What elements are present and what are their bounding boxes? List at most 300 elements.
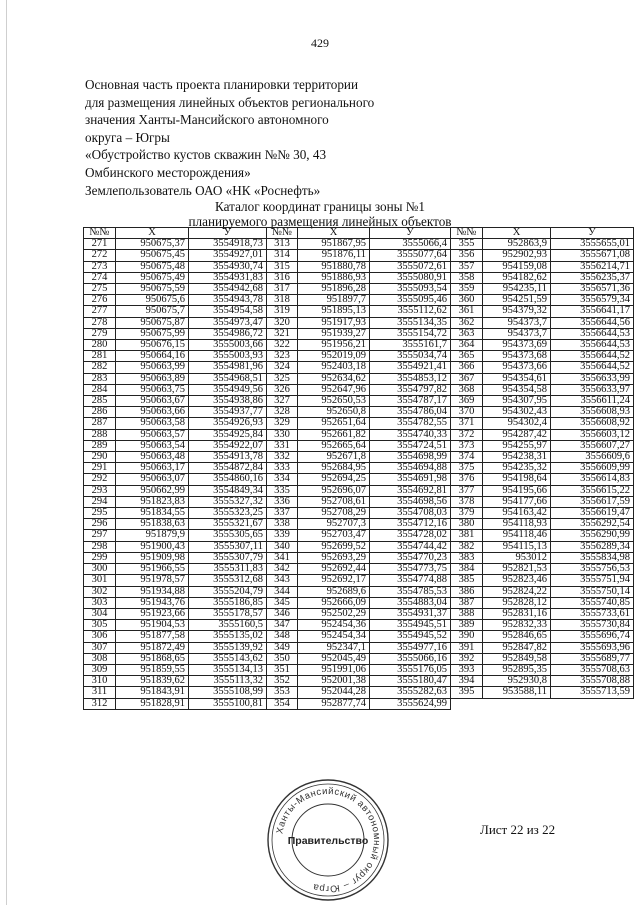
x-coordinate-cell: 951991,06: [298, 664, 370, 675]
point-number-cell: 288: [84, 429, 116, 440]
table-row: [84, 340, 634, 351]
table-row: [84, 250, 634, 261]
table-body: [84, 239, 634, 710]
x-coordinate-cell: 950663,75: [116, 384, 189, 395]
column-header: №№: [84, 228, 116, 239]
point-number-cell: 289: [84, 440, 116, 451]
x-coordinate-cell: 952689,6: [298, 586, 370, 597]
y-coordinate-cell: 3555756,53: [551, 564, 634, 575]
point-number-cell: 385: [451, 575, 483, 586]
point-number-cell: 364: [451, 340, 483, 351]
x-coordinate-cell: 954373,7: [483, 317, 551, 328]
table-row: [84, 519, 634, 530]
x-coordinate-cell: 951897,7: [298, 295, 370, 306]
y-coordinate-cell: 3556617,59: [551, 496, 634, 507]
scan-edge: [6, 0, 7, 905]
point-number-cell: 370: [451, 407, 483, 418]
table-row: [84, 295, 634, 306]
table-row: [84, 564, 634, 575]
x-coordinate-cell: 954235,32: [483, 463, 551, 474]
y-coordinate-cell: 3555066,4: [370, 239, 451, 250]
y-coordinate-cell: 3554954,58: [189, 306, 267, 317]
table-row: [84, 317, 634, 328]
point-number-cell: 332: [267, 452, 298, 463]
table-row: [84, 272, 634, 283]
x-coordinate-cell: 951943,76: [116, 597, 189, 608]
x-coordinate-cell: 954255,97: [483, 440, 551, 451]
y-coordinate-cell: 3555161,7: [370, 340, 451, 351]
x-coordinate-cell: 952696,07: [298, 485, 370, 496]
x-coordinate-cell: 950675,59: [116, 284, 189, 295]
point-number-cell: 304: [84, 608, 116, 619]
x-coordinate-cell: 951880,78: [298, 261, 370, 272]
point-number-cell: 388: [451, 608, 483, 619]
y-coordinate-cell: 3554872,84: [189, 463, 267, 474]
x-coordinate-cell: 950675,7: [116, 306, 189, 317]
point-number-cell: 331: [267, 440, 298, 451]
y-coordinate-cell: 3555204,79: [189, 586, 267, 597]
point-number-cell: 320: [267, 317, 298, 328]
x-coordinate-cell: 952044,28: [298, 687, 370, 698]
x-coordinate-cell: 950675,49: [116, 272, 189, 283]
table-row: [84, 407, 634, 418]
x-coordinate-cell: 952001,38: [298, 676, 370, 687]
x-coordinate-cell: 952847,82: [483, 642, 551, 653]
x-coordinate-cell: 954354,58: [483, 384, 551, 395]
point-number-cell: 341: [267, 552, 298, 563]
seal-ring-text: Ханты-Мансийский автономный округ – Югра: [274, 785, 383, 895]
y-coordinate-cell: 3555066,16: [370, 653, 451, 664]
x-coordinate-cell: 954118,93: [483, 519, 551, 530]
x-coordinate-cell: 953588,11: [483, 687, 551, 698]
point-number-cell: 309: [84, 664, 116, 675]
y-coordinate-cell: 3555655,01: [551, 239, 634, 250]
header-line: Омбинского месторождения»: [85, 164, 251, 180]
point-number-cell: 337: [267, 508, 298, 519]
y-coordinate-cell: 3554694,88: [370, 463, 451, 474]
x-coordinate-cell: 952895,35: [483, 664, 551, 675]
point-number-cell: 300: [84, 564, 116, 575]
point-number-cell: 318: [267, 295, 298, 306]
table-row: [84, 586, 634, 597]
point-number-cell: 351: [267, 664, 298, 675]
table-row: [84, 362, 634, 373]
point-number-cell: 372: [451, 429, 483, 440]
point-number-cell: 328: [267, 407, 298, 418]
header-line: «Обустройство кустов скважин №№ 30, 43: [85, 147, 327, 163]
table-row: [84, 351, 634, 362]
column-header: У: [370, 228, 451, 239]
table-header-row: [84, 228, 634, 239]
point-number-cell: 323: [267, 351, 298, 362]
y-coordinate-cell: 3555327,32: [189, 496, 267, 507]
y-coordinate-cell: 3555321,67: [189, 519, 267, 530]
y-coordinate-cell: 3555834,98: [551, 552, 634, 563]
point-number-cell: 338: [267, 519, 298, 530]
point-number-cell: 362: [451, 317, 483, 328]
y-coordinate-cell: 3554785,53: [370, 586, 451, 597]
x-coordinate-cell: 950675,99: [116, 328, 189, 339]
point-number-cell: 284: [84, 384, 116, 395]
y-coordinate-cell: 3555696,74: [551, 631, 634, 642]
x-coordinate-cell: 951877,58: [116, 631, 189, 642]
x-coordinate-cell: 952699,52: [298, 541, 370, 552]
y-coordinate-cell: 3554708,03: [370, 508, 451, 519]
point-number-cell: 376: [451, 474, 483, 485]
y-coordinate-cell: 3555135,02: [189, 631, 267, 642]
point-number-cell: 313: [267, 239, 298, 250]
point-number-cell: 297: [84, 530, 116, 541]
x-coordinate-cell: 950663,54: [116, 440, 189, 451]
y-coordinate-cell: 3554945,51: [370, 620, 451, 631]
x-coordinate-cell: 954238,31: [483, 452, 551, 463]
point-number-cell: 390: [451, 631, 483, 642]
table-row: [84, 687, 634, 698]
y-coordinate-cell: 3555143,62: [189, 653, 267, 664]
point-number-cell: 274: [84, 272, 116, 283]
y-coordinate-cell: 3554728,02: [370, 530, 451, 541]
x-coordinate-cell: 950675,87: [116, 317, 189, 328]
x-coordinate-cell: 952707,3: [298, 519, 370, 530]
y-coordinate-cell: 3556644,52: [551, 351, 634, 362]
y-coordinate-cell: 3556609,99: [551, 463, 634, 474]
y-coordinate-cell: 3554691,98: [370, 474, 451, 485]
x-coordinate-cell: 952403,18: [298, 362, 370, 373]
x-coordinate-cell: 954198,64: [483, 474, 551, 485]
y-coordinate-cell: 3555312,68: [189, 575, 267, 586]
point-number-cell: 294: [84, 496, 116, 507]
x-coordinate-cell: 952650,53: [298, 396, 370, 407]
x-coordinate-cell: 951834,55: [116, 508, 189, 519]
x-coordinate-cell: 952823,46: [483, 575, 551, 586]
x-coordinate-cell: 954195,66: [483, 485, 551, 496]
point-number-cell: 380: [451, 519, 483, 530]
x-coordinate-cell: 950663,99: [116, 362, 189, 373]
table-row: [84, 575, 634, 586]
point-number-cell: 303: [84, 597, 116, 608]
point-number-cell: 296: [84, 519, 116, 530]
point-number-cell: 326: [267, 384, 298, 395]
x-coordinate-cell: 951900,43: [116, 541, 189, 552]
table-row: [84, 620, 634, 631]
x-coordinate-cell: 954235,11: [483, 284, 551, 295]
y-coordinate-cell: 3554797,82: [370, 384, 451, 395]
x-coordinate-cell: 952692,44: [298, 564, 370, 575]
x-coordinate-cell: 954118,46: [483, 530, 551, 541]
x-coordinate-cell: 952877,74: [298, 698, 370, 709]
x-coordinate-cell: 954302,4: [483, 418, 551, 429]
table-row: [84, 261, 634, 272]
header-line: Землепользователь ОАО «НК «Роснефть»: [85, 182, 321, 198]
y-coordinate-cell: 3554922,07: [189, 440, 267, 451]
point-number-cell: 306: [84, 631, 116, 642]
x-coordinate-cell: 951859,55: [116, 664, 189, 675]
x-coordinate-cell: 951867,95: [298, 239, 370, 250]
point-number-cell: 291: [84, 463, 116, 474]
x-coordinate-cell: 952045,49: [298, 653, 370, 664]
x-coordinate-cell: 951978,57: [116, 575, 189, 586]
y-coordinate-cell: 3554883,04: [370, 597, 451, 608]
y-coordinate-cell: 3555100,81: [189, 698, 267, 709]
y-coordinate-cell: 3554925,84: [189, 429, 267, 440]
point-number-cell: 277: [84, 306, 116, 317]
y-coordinate-cell: 3555034,74: [370, 351, 451, 362]
point-number-cell: 383: [451, 552, 483, 563]
x-coordinate-cell: 950663,07: [116, 474, 189, 485]
x-coordinate-cell: 951896,28: [298, 284, 370, 295]
catalog-title-line: планируемого размещения линейных объектов: [188, 214, 452, 229]
x-coordinate-cell: 952694,25: [298, 474, 370, 485]
point-number-cell: 379: [451, 508, 483, 519]
x-coordinate-cell: 952665,64: [298, 440, 370, 451]
point-number-cell: 392: [451, 653, 483, 664]
coordinates-table: [83, 227, 634, 710]
y-coordinate-cell: 3556644,53: [551, 340, 634, 351]
x-coordinate-cell: 952828,12: [483, 597, 551, 608]
y-coordinate-cell: 3555003,66: [189, 340, 267, 351]
y-coordinate-cell: 3554926,93: [189, 418, 267, 429]
y-coordinate-cell: 3555176,05: [370, 664, 451, 675]
x-coordinate-cell: 950663,17: [116, 463, 189, 474]
x-coordinate-cell: 952347,1: [298, 642, 370, 653]
y-coordinate-cell: 3554849,34: [189, 485, 267, 496]
table-row: [84, 429, 634, 440]
y-coordinate-cell: 3556289,34: [551, 541, 634, 552]
y-coordinate-cell: 3555689,77: [551, 653, 634, 664]
y-coordinate-cell: 3554692,81: [370, 485, 451, 496]
point-number-cell: 301: [84, 575, 116, 586]
point-number-cell: 317: [267, 284, 298, 295]
point-number-cell: 311: [84, 687, 116, 698]
header-line: Основная часть проекта планировки территории: [85, 77, 359, 92]
y-coordinate-cell: 3555160,5: [189, 620, 267, 631]
header-line: значения Ханты-Мансийского автономного: [85, 112, 329, 128]
table-row: [84, 642, 634, 653]
x-coordinate-cell: 950662,99: [116, 485, 189, 496]
y-coordinate-cell: 3555740,85: [551, 597, 634, 608]
point-number-cell: 343: [267, 575, 298, 586]
y-coordinate-cell: 3555080,91: [370, 272, 451, 283]
column-header: X: [483, 228, 551, 239]
point-number-cell: 292: [84, 474, 116, 485]
x-coordinate-cell: 952454,36: [298, 620, 370, 631]
point-number-cell: 360: [451, 295, 483, 306]
x-coordinate-cell: 952703,47: [298, 530, 370, 541]
table-row: [84, 418, 634, 429]
x-coordinate-cell: 953012: [483, 552, 551, 563]
x-coordinate-cell: 952824,22: [483, 586, 551, 597]
table-row: [84, 653, 634, 664]
y-coordinate-cell: 3554986,72: [189, 328, 267, 339]
point-number-cell: 381: [451, 530, 483, 541]
x-coordinate-cell: 954379,32: [483, 306, 551, 317]
point-number-cell: 275: [84, 284, 116, 295]
y-coordinate-cell: 3554977,16: [370, 642, 451, 653]
y-coordinate-cell: 3554949,56: [189, 384, 267, 395]
point-number-cell: 350: [267, 653, 298, 664]
x-coordinate-cell: 951843,91: [116, 687, 189, 698]
x-coordinate-cell: 951934,88: [116, 586, 189, 597]
point-number-cell: 378: [451, 496, 483, 507]
point-number-cell: 367: [451, 373, 483, 384]
y-coordinate-cell: 3554860,16: [189, 474, 267, 485]
y-coordinate-cell: 3555154,72: [370, 328, 451, 339]
y-coordinate-cell: 3555093,54: [370, 284, 451, 295]
y-coordinate-cell: 3556644,56: [551, 317, 634, 328]
point-number-cell: 355: [451, 239, 483, 250]
y-coordinate-cell: 3556633,99: [551, 373, 634, 384]
x-coordinate-cell: 950676,15: [116, 340, 189, 351]
y-coordinate-cell: 3555003,93: [189, 351, 267, 362]
point-number-cell: 339: [267, 530, 298, 541]
column-header: №№: [451, 228, 483, 239]
x-coordinate-cell: 951966,55: [116, 564, 189, 575]
point-number-cell: 382: [451, 541, 483, 552]
table-row: [84, 463, 634, 474]
x-coordinate-cell: 952693,29: [298, 552, 370, 563]
point-number-cell: 349: [267, 642, 298, 653]
x-coordinate-cell: 951828,91: [116, 698, 189, 709]
point-number-cell: 374: [451, 452, 483, 463]
x-coordinate-cell: 954373,68: [483, 351, 551, 362]
y-coordinate-cell: 3556611,24: [551, 396, 634, 407]
table-row: [84, 698, 634, 709]
x-coordinate-cell: 952651,64: [298, 418, 370, 429]
x-coordinate-cell: 954373,7: [483, 328, 551, 339]
point-number-cell: 308: [84, 653, 116, 664]
point-number-cell: 322: [267, 340, 298, 351]
x-coordinate-cell: 954163,42: [483, 508, 551, 519]
y-coordinate-cell: 3555112,62: [370, 306, 451, 317]
x-coordinate-cell: 951872,49: [116, 642, 189, 653]
x-coordinate-cell: 951868,65: [116, 653, 189, 664]
y-coordinate-cell: 3554937,77: [189, 407, 267, 418]
y-coordinate-cell: 3554931,83: [189, 272, 267, 283]
point-number-cell: 293: [84, 485, 116, 496]
x-coordinate-cell: 950663,58: [116, 418, 189, 429]
empty-cell: [551, 698, 634, 709]
y-coordinate-cell: 3556579,34: [551, 295, 634, 306]
y-coordinate-cell: 3555186,85: [189, 597, 267, 608]
catalog-title-line: Каталог координат границы зоны №1: [215, 199, 425, 214]
x-coordinate-cell: 952863,9: [483, 239, 551, 250]
point-number-cell: 282: [84, 362, 116, 373]
table-row: [84, 440, 634, 451]
y-coordinate-cell: 3555733,61: [551, 608, 634, 619]
point-number-cell: 324: [267, 362, 298, 373]
table-row: [84, 284, 634, 295]
x-coordinate-cell: 952634,62: [298, 373, 370, 384]
y-coordinate-cell: 3556607,27: [551, 440, 634, 451]
point-number-cell: 369: [451, 396, 483, 407]
table-row: [84, 384, 634, 395]
point-number-cell: 305: [84, 620, 116, 631]
y-coordinate-cell: 3554921,41: [370, 362, 451, 373]
point-number-cell: 319: [267, 306, 298, 317]
x-coordinate-cell: 950675,37: [116, 239, 189, 250]
point-number-cell: 354: [267, 698, 298, 709]
y-coordinate-cell: 3555134,35: [370, 317, 451, 328]
x-coordinate-cell: 952684,95: [298, 463, 370, 474]
table-row: [84, 396, 634, 407]
point-number-cell: 359: [451, 284, 483, 295]
point-number-cell: 290: [84, 452, 116, 463]
y-coordinate-cell: 3555282,63: [370, 687, 451, 698]
y-coordinate-cell: 3554782,55: [370, 418, 451, 429]
x-coordinate-cell: 952930,8: [483, 676, 551, 687]
header-line: для размещения линейных объектов регионального: [85, 94, 375, 110]
y-coordinate-cell: 3555693,96: [551, 642, 634, 653]
x-coordinate-cell: 951886,93: [298, 272, 370, 283]
point-number-cell: 273: [84, 261, 116, 272]
table-row: [84, 373, 634, 384]
point-number-cell: 329: [267, 418, 298, 429]
column-header: X: [116, 228, 189, 239]
table-row: [84, 541, 634, 552]
y-coordinate-cell: 3554740,33: [370, 429, 451, 440]
table-row: [84, 552, 634, 563]
y-coordinate-cell: 3556571,36: [551, 284, 634, 295]
y-coordinate-cell: 3556633,97: [551, 384, 634, 395]
column-header: X: [298, 228, 370, 239]
y-coordinate-cell: 3556608,92: [551, 418, 634, 429]
table-row: [84, 608, 634, 619]
x-coordinate-cell: 950663,67: [116, 396, 189, 407]
y-coordinate-cell: 3555077,64: [370, 250, 451, 261]
table-row: [84, 239, 634, 250]
point-number-cell: 394: [451, 676, 483, 687]
y-coordinate-cell: 3556614,83: [551, 474, 634, 485]
table-row: [84, 496, 634, 507]
point-number-cell: 312: [84, 698, 116, 709]
point-number-cell: 280: [84, 340, 116, 351]
y-coordinate-cell: 3555095,46: [370, 295, 451, 306]
y-coordinate-cell: 3554942,68: [189, 284, 267, 295]
point-number-cell: 287: [84, 418, 116, 429]
point-number-cell: 286: [84, 407, 116, 418]
x-coordinate-cell: 951879,9: [116, 530, 189, 541]
y-coordinate-cell: 3555178,57: [189, 608, 267, 619]
x-coordinate-cell: 954302,43: [483, 407, 551, 418]
y-coordinate-cell: 3554774,88: [370, 575, 451, 586]
x-coordinate-cell: 954354,61: [483, 373, 551, 384]
y-coordinate-cell: 3554712,16: [370, 519, 451, 530]
y-coordinate-cell: 3554724,51: [370, 440, 451, 451]
x-coordinate-cell: 950663,66: [116, 407, 189, 418]
x-coordinate-cell: 951909,98: [116, 552, 189, 563]
point-number-cell: 316: [267, 272, 298, 283]
point-number-cell: 310: [84, 676, 116, 687]
x-coordinate-cell: 951904,53: [116, 620, 189, 631]
x-coordinate-cell: 952666,09: [298, 597, 370, 608]
y-coordinate-cell: 3556609,6: [551, 452, 634, 463]
y-coordinate-cell: 3555751,94: [551, 575, 634, 586]
y-coordinate-cell: 3554773,75: [370, 564, 451, 575]
page-number: 429: [311, 36, 329, 50]
x-coordinate-cell: 950663,48: [116, 452, 189, 463]
y-coordinate-cell: 3556290,99: [551, 530, 634, 541]
x-coordinate-cell: 954182,62: [483, 272, 551, 283]
table-row: [84, 676, 634, 687]
x-coordinate-cell: 950663,89: [116, 373, 189, 384]
point-number-cell: 375: [451, 463, 483, 474]
column-header: У: [189, 228, 267, 239]
y-coordinate-cell: 3556292,54: [551, 519, 634, 530]
y-coordinate-cell: 3554981,96: [189, 362, 267, 373]
y-coordinate-cell: 3555180,47: [370, 676, 451, 687]
y-coordinate-cell: 3554945,52: [370, 631, 451, 642]
document-header: [85, 76, 374, 199]
